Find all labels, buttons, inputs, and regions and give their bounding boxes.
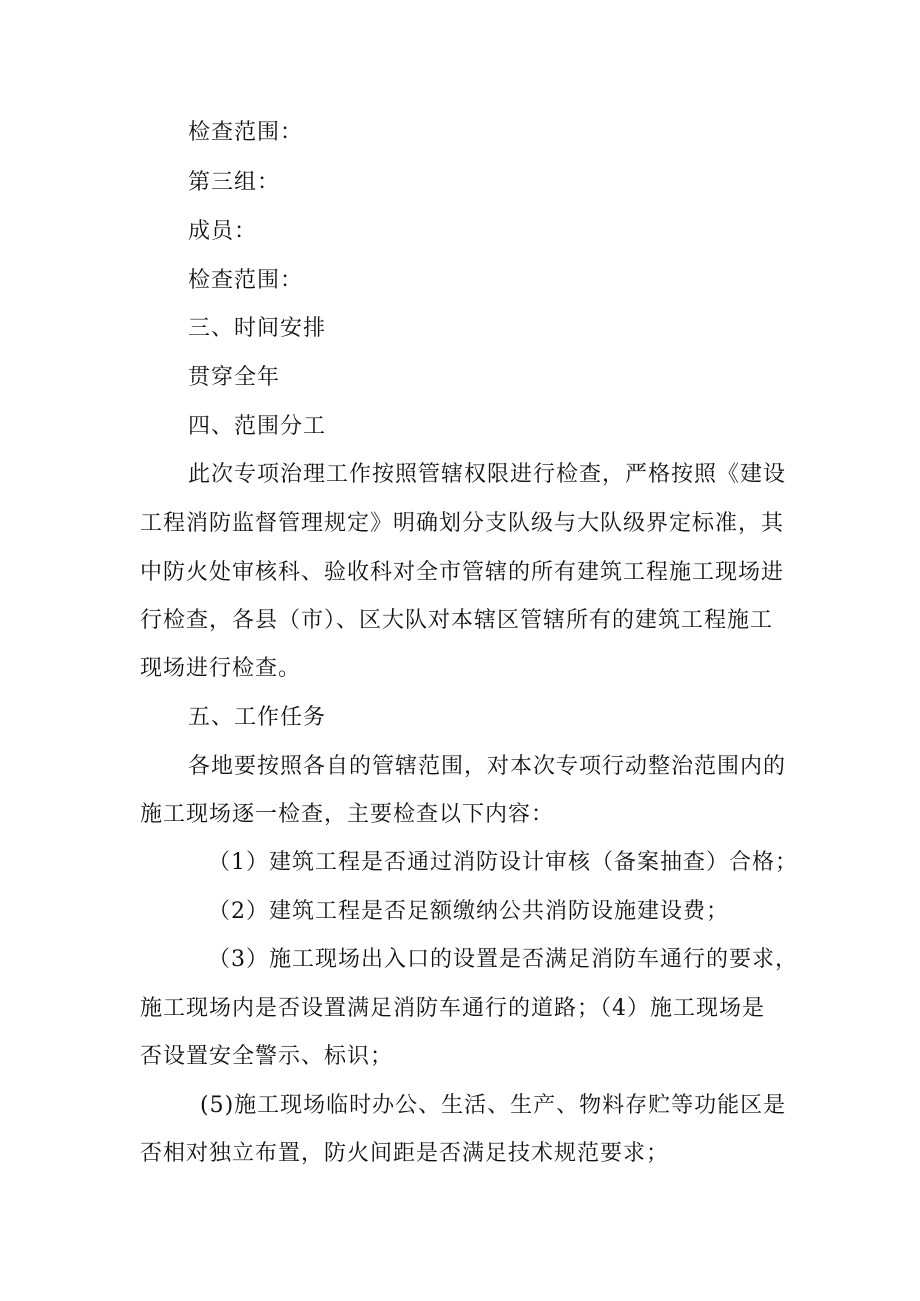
heading-scope-division: 四、范围分工 xyxy=(188,414,327,439)
label-members: 成员： xyxy=(188,219,258,244)
heading-work-tasks: 五、工作任务 xyxy=(188,705,327,730)
label-group-three: 第三组： xyxy=(188,170,281,195)
paragraph-scope-line: 工程消防监督管理规定》明确划分支队级与大队级界定标准，其 xyxy=(140,511,785,536)
paragraph-tasks-line: 施工现场逐一检查，主要检查以下内容： xyxy=(140,802,555,827)
label-inspection-scope-2: 检查范围： xyxy=(188,268,304,293)
task-item-3: （3）施工现场出入口的设置是否满足消防车通行的要求， xyxy=(208,947,798,972)
text-year-round: 贯穿全年 xyxy=(188,365,281,390)
label-inspection-scope-1: 检查范围： xyxy=(188,120,304,145)
task-item-2: （2）建筑工程是否足额缴纳公共消防设施建设费； xyxy=(208,899,729,924)
task-item-4-cont: 否设置安全警示、标识； xyxy=(140,1044,394,1069)
heading-time-schedule: 三、时间安排 xyxy=(188,316,327,341)
paragraph-scope-line: 中防火处审核科、验收科对全市管辖的所有建筑工程施工现场进 xyxy=(140,560,785,585)
task-item-1: （1）建筑工程是否通过消防设计审核（备案抽查）合格； xyxy=(208,850,798,875)
task-item-5-cont: 否相对独立布置，防火间距是否满足技术规范要求； xyxy=(140,1141,670,1166)
paragraph-scope-line: 此次专项治理工作按照管辖权限进行检查，严格按照《建设 xyxy=(188,462,787,487)
task-item-3-cont: 施工现场内是否设置满足消防车通行的道路；（4）施工现场是 xyxy=(140,996,765,1021)
paragraph-tasks-line: 各地要按照各自的管辖范围，对本次专项行动整治范围内的 xyxy=(188,754,787,779)
paragraph-scope-line: 现场进行检查。 xyxy=(140,656,302,681)
paragraph-scope-line: 行检查，各县（市）、区大队对本辖区管辖所有的建筑工程施工 xyxy=(140,608,774,633)
task-item-5: (5)施工现场临时办公、生活、生产、物料存贮等功能区是 xyxy=(200,1093,787,1118)
